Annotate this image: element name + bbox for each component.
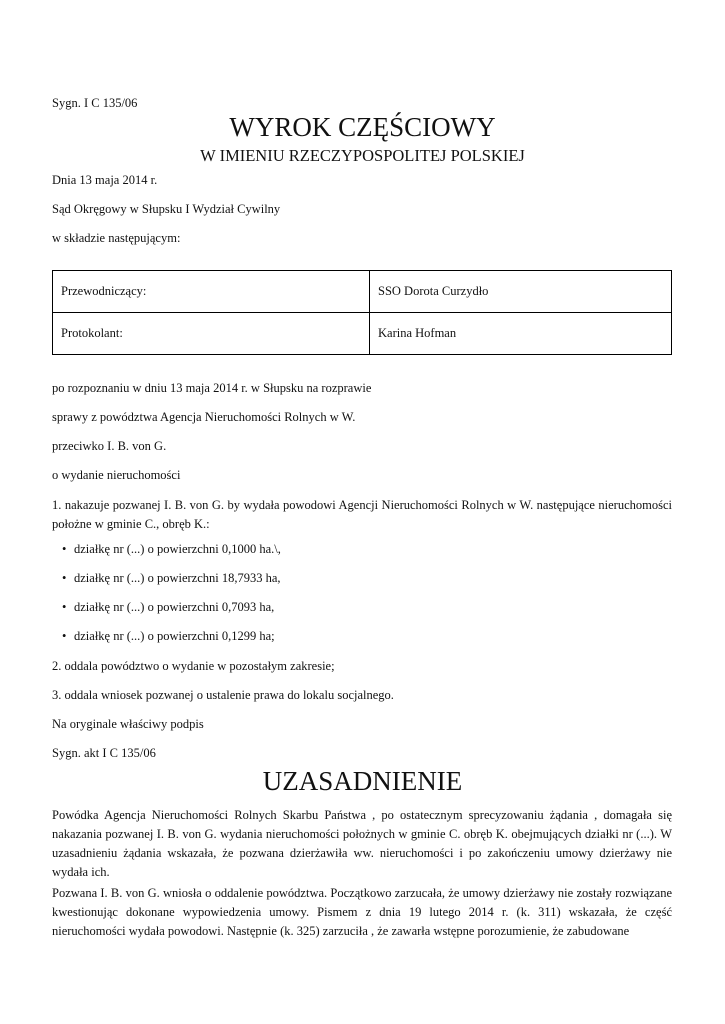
table-row: [53, 313, 672, 355]
list-item: [62, 629, 275, 644]
panel-table: [52, 270, 672, 355]
document-subtitle: W IMIENIU RZECZYPOSPOLITEJ POLSKIEJ: [200, 146, 525, 165]
verdict-point-1: 1. nakazuje pozwanej I. B. von G. by wydała powodowi Agencji Nieruchomości Rolnych w W. następujące nieruchomości położne w gminie C., obręb K.:: [52, 498, 672, 531]
bullet-icon: •: [62, 629, 67, 643]
intro-line: po rozpoznaniu w dniu 13 maja 2014 r. w Słupsku na rozprawie: [52, 381, 372, 395]
list-item-text: działkę nr (...) o powierzchni 0,1299 ha;: [74, 629, 275, 643]
justification-paragraph-1: Powódka Agencja Nieruchomości Rolnych Skarbu Państwa , po ostatecznym sprecyzowaniu żądania , domagała się nakazania pozwanej I. B. von G. wydania nieruchomości położnych w gminie C. obręb K. obejmujących działki nr (...). W uzasadnieniu żądania wskazała, że pozwana dzierżawiła ww. nieruchomości i po zakończeniu umowy dzierżawy nie wydała ich.: [52, 808, 672, 879]
justification-heading: UZASADNIENIE: [262, 766, 463, 796]
list-item: [62, 542, 281, 557]
bullet-icon: •: [62, 542, 67, 556]
document-title: WYROK CZĘŚCIOWY: [229, 112, 496, 142]
case-signature-2: Sygn. akt I C 135/06: [52, 746, 156, 760]
intro-line: o wydanie nieruchomości: [52, 468, 181, 482]
list-item: [62, 571, 281, 586]
case-signature: Sygn. I C 135/06: [52, 96, 138, 110]
list-item-text: działkę nr (...) o powierzchni 0,7093 ha,: [74, 600, 275, 614]
verdict-point-3: 3. oddala wniosek pozwanej o ustalenie prawa do lokalu socjalnego.: [52, 688, 394, 702]
list-item-text: działkę nr (...) o powierzchni 18,7933 ha,: [74, 571, 281, 585]
composition-label: w składzie następującym:: [52, 231, 181, 245]
verdict-point-2: 2. oddala powództwo o wydanie w pozostałym zakresie;: [52, 659, 335, 673]
panel-name-cell: SSO Dorota Curzydło: [370, 271, 672, 313]
bullet-icon: •: [62, 571, 67, 585]
bullet-icon: •: [62, 600, 67, 614]
panel-role-cell: Przewodniczący:: [53, 271, 370, 313]
panel-name-cell: Karina Hofman: [370, 313, 672, 355]
table-row: [53, 271, 672, 313]
intro-line: sprawy z powództwa Agencja Nieruchomości Rolnych w W.: [52, 410, 356, 424]
panel-role-cell: Protokolant:: [53, 313, 370, 355]
court-name: Sąd Okręgowy w Słupsku I Wydział Cywilny: [52, 202, 281, 216]
signature-note: Na oryginale właściwy podpis: [52, 717, 204, 731]
list-item-text: działkę nr (...) o powierzchni 0,1000 ha.\,: [74, 542, 281, 556]
justification-paragraph-2: Pozwana I. B. von G. wniosła o oddalenie powództwa. Początkowo zarzucała, że umowy dzierżawy nie zostały rozwiązane kwestionując dokonane wypowiedzenia umowy. Pismem z dnia 19 lutego 2014 r. (k. 311) wskazała, że część nieruchomości wydała powodowi. Następnie (k. 325) zarzuciła , że zawarła wstępne porozumienie, że zabudowane: [52, 886, 672, 938]
judgment-date: Dnia 13 maja 2014 r.: [52, 173, 158, 187]
intro-line: przeciwko I. B. von G.: [52, 439, 167, 453]
list-item: [62, 600, 274, 615]
